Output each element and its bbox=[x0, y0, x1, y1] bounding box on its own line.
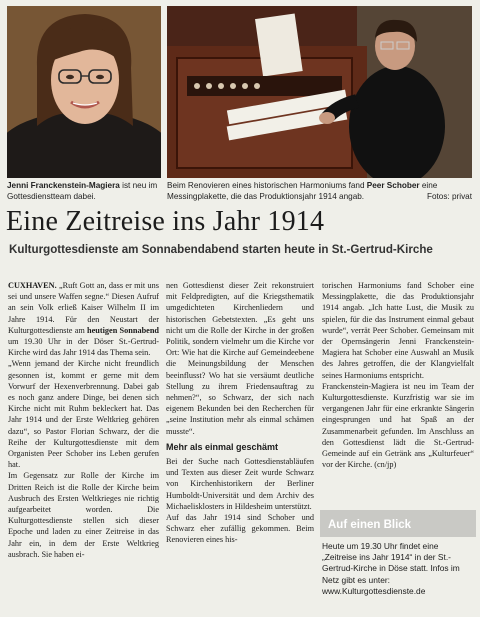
paragraph: „Wenn jemand der Kirche nicht freundlich gesonnen ist, kommt er gerne mit dem Vorwurf der Hexenverbrennung. Dabei gab es noch ganz andere Dinge, bei denen sich Kirche nicht mit Ruhm bekleckert hat. Das Jahr 1914 und der Erste Weltkrieg gehören dazu“, so Pastor Florian Schwarz, der die Reihe der Kulturgottesdienste mit dem Organisten Peer Schober ins Leben gerufen hat. bbox=[8, 359, 159, 470]
text-run: „Ruft Gott an, dass er mit uns sei und unsere Waffen segne.“ Diesen Aufruf an sein Volk erließ Kaiser Wilhelm II im Jahre 1914. Für den Neustart der Kulturgottesdienste am bbox=[8, 281, 159, 335]
article-column-2 bbox=[166, 280, 314, 546]
article-column-3 bbox=[322, 280, 474, 470]
paragraph: Auf das Jahr 1914 sind Schober und Schwarz eher zufällig gekommen. Beim Renovieren eines his- bbox=[166, 513, 314, 545]
caption-person-name: Peer Schober bbox=[366, 181, 420, 190]
photo-credit: Fotos: privat bbox=[426, 192, 472, 201]
bold-text: heutigen Sonnabend bbox=[87, 325, 159, 335]
photo-portrait-woman bbox=[7, 6, 161, 178]
text-run: um 19.30 Uhr in der Döser St.-Gertrud-Kirche wird das Jahr 1914 das Thema sein. bbox=[8, 337, 159, 358]
paragraph: Bei der Suche nach Gottesdienstabläufen und Texten aus dieser Zeit wurde Schwarz von Kirchenhistorikern der Berliner Humboldt-Universität und dem Archiv des Michaelisklosters in Hildesheim unterstützt. bbox=[166, 457, 314, 511]
paragraph: nen Gottesdienst dieser Zeit rekonstruiert mit Feldpredigten, auf die Kriegsthematik umgedichteten Kirchenliedern und historischen Gebetstexten. „Es geht uns nicht um die Rolle der Kirche in der großen Politik, sondern vielmehr um die Kirche vor Ort: Wie hat die Kirche auf Gemeindeebene die Meinungsbildung der Menschen beeinflusst? Wo hat sie versäumt deutliche Stellung zu ihrem Friedensauftrag zu nehmen?“, so Schwarz, der sich nach eigenem Bekunden bei den Recherchen für „seine Institution mehr als einmal schämen musste“. bbox=[166, 281, 314, 436]
photo-caption-left bbox=[7, 180, 163, 202]
article-column-1 bbox=[8, 280, 159, 560]
photo-harmonium-player bbox=[167, 6, 472, 178]
article-headline: Eine Zeitreise ins Jahr 1914 bbox=[6, 206, 325, 237]
caption-text: ist neu im Gottesdienstteam dabei. bbox=[7, 181, 158, 201]
paragraph: Im Gegensatz zur Rolle der Kirche im Dritten Reich ist die Rolle der Kirche beim Ausbruch des Ersten Weltkrieges nie richtig aufgearbeitet worden. Die Kulturgottesdienste stellen sich dieser Epoche und laden zu einer Zeitreise in das Jahr ein, in dem der Erste Weltkrieg ausbrach. Sie haben ei- bbox=[8, 471, 159, 559]
paragraph bbox=[8, 280, 159, 358]
info-box-title: Auf einen Blick bbox=[320, 510, 476, 537]
info-box-text: Heute um 19.30 Uhr findet eine „Zeitreise ins Jahr 1914“ in der St.-Gertrud-Kirche in Döse statt. Infos im Netz gibt es unter: www.Kulturgottesdienste.de bbox=[322, 541, 460, 596]
info-box bbox=[320, 510, 476, 610]
dateline: CUXHAVEN. bbox=[8, 281, 57, 290]
paragraph: Franckenstein-Magiera ist neu im Team der Kulturgottesdienste. Kurzfristig war sie im vergangenen Jahr für eine erkrankte Sängerin eingesprungen und hat Spaß an der Zusammenarbeit gefunden. Im Anschluss an den Gottesdienst lädt die St.-Gertrud-Gemeinde auf ein Getränk ans „Kulturfeuer“ vor der Kirche. (cn/jp) bbox=[322, 381, 474, 470]
caption-text: Beim Renovieren eines historischen Harmoniums fand bbox=[167, 181, 367, 190]
paragraph: torischen Harmoniums fand Schober eine Messingplakette, die das Produktionsjahr 1914 angab. „Ich hatte Lust, die Musik zu spielen, für die das Instrument einmal gebaut wurde“, verrät Peer Schober. Gemeinsam mit der Opernsängerin Jenni Franckenstein-Magiera hat Schober eine Auswahl an Musik des Jahres getroffen, die der Klangvielfalt seines Harmoniums entspricht. bbox=[322, 281, 474, 380]
article-subheadline: Kulturgottesdienste am Sonnabendabend starten heute in St.-Gertrud-Kirche bbox=[9, 243, 433, 256]
photo-caption-right bbox=[167, 180, 472, 202]
caption-person-name: Jenni Franckenstein-Magiera bbox=[7, 181, 120, 190]
section-subheading: Mehr als einmal geschämt bbox=[166, 441, 279, 452]
caption-text: eine Messingplakette, die das Produktionsjahr 1914 angab. bbox=[167, 181, 438, 201]
